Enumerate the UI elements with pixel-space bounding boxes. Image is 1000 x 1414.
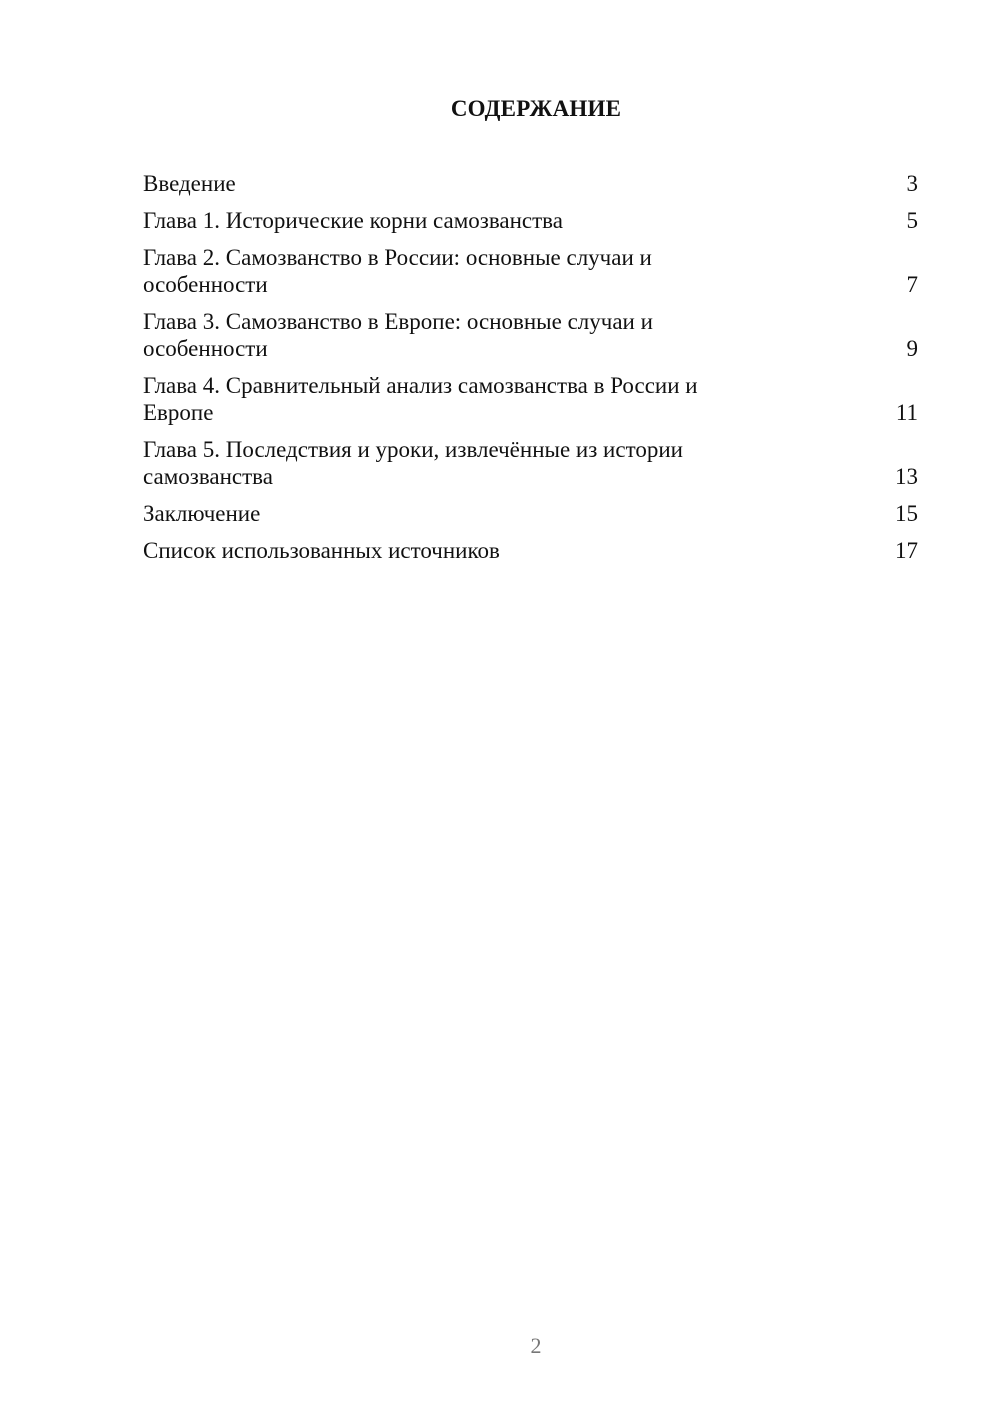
toc-entry-page: 3 — [906, 171, 918, 196]
toc-entry-text: Глава 2. Самозванство в России: основные случаи и особенности — [143, 245, 652, 297]
toc-entry-page: 9 — [906, 336, 918, 361]
toc-entry-text: Глава 1. Исторические корни самозванства — [143, 208, 563, 233]
toc-title: СОДЕРЖАНИЕ — [450, 96, 622, 121]
toc-list — [143, 170, 918, 574]
toc-entry-text: Список использованных источников — [143, 538, 500, 563]
page-number: 2 — [530, 1333, 542, 1358]
toc-entry-references[interactable] — [143, 537, 918, 564]
toc-entry-page: 15 — [895, 501, 918, 526]
toc-entry-chapter-3[interactable] — [143, 308, 918, 362]
toc-entry-text: Введение — [143, 171, 236, 196]
toc-entry-page: 5 — [906, 208, 918, 233]
toc-entry-introduction[interactable] — [143, 170, 918, 197]
toc-entry-chapter-1[interactable] — [143, 207, 918, 234]
toc-entry-text: Глава 4. Сравнительный анализ самозванства в России и Европе — [143, 373, 698, 425]
toc-entry-conclusion[interactable] — [143, 500, 918, 527]
toc-entry-page: 17 — [895, 538, 918, 563]
toc-entry-chapter-5[interactable] — [143, 436, 918, 490]
toc-entry-page: 11 — [895, 400, 918, 425]
toc-entry-text: Глава 3. Самозванство в Европе: основные случаи и особенности — [143, 309, 653, 361]
toc-entry-page: 7 — [906, 272, 918, 297]
toc-entry-chapter-4[interactable] — [143, 372, 918, 426]
toc-entry-text: Глава 5. Последствия и уроки, извлечённые из истории самозванства — [143, 437, 683, 489]
toc-entry-text: Заключение — [143, 501, 261, 526]
toc-entry-chapter-2[interactable] — [143, 244, 918, 298]
toc-entry-page: 13 — [895, 464, 918, 489]
